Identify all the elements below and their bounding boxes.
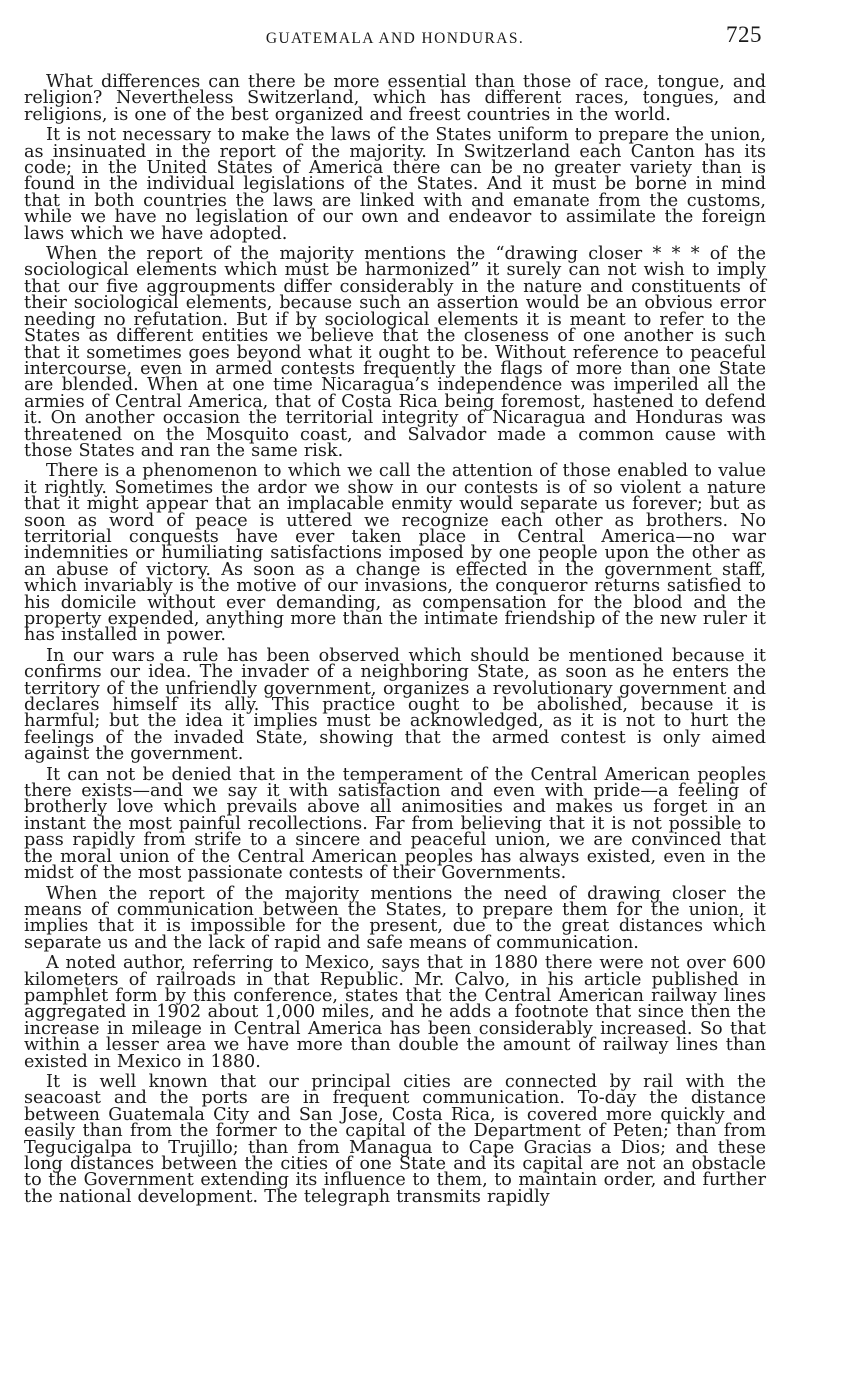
running-title: GUATEMALA AND HONDURAS.: [265, 30, 525, 47]
paragraph-5: In our wars a rule has been observed which should be mentioned because it confirms our idea. The invader of a neighboring State, as soon as he enters the territory of the unfriendly government, organizes a revolutionary government and declares himself its ally. This practice ought to be abolished, because it is harmful; but the idea it implies must be acknowledged, as it is not to hurt the feelings of the invaded State, showing that the armed contest is only aimed against the government.: [24, 645, 766, 765]
paragraph-6: It can not be denied that in the temperament of the Central American peoples there exists—and we say it with satisfaction and even with pride—a feeling of brotherly love which prevails above all animosities and makes us forget in an instant the most painful recollections. Far from believing that it is not possible to pass rapidly from strife to a sincere and peaceful union, we are convinced that the moral union of the Central American peoples has always existed, even in the midst of the most passionate contests of their Governments.: [24, 764, 766, 884]
paragraph-4: There is a phenomenon to which we call the attention of those enabled to value it rightly. Sometimes the ardor we show in our contests is of so violent a nature that it might appear that an implacable enmity would separate us forever; but as soon as word of peace is uttered we recognize each other as brothers. No territorial conquests have ever taken place in Central America—no war indemnities or humiliating satisfactions imposed by one people upon the other as an abuse of victory. As soon as a change is effected in the government staff, which invariably is the motive of our invasions, the conqueror returns satisfied to his domicile without ever demanding, as compensation for the blood and the property expended, anything more than the intimate friendship of the new ruler it has installed in power.: [24, 461, 766, 646]
running-head: [24, 22, 766, 52]
paragraph-1: What differences can there be more essential than those of race, tongue, and religion? Nevertheless Switzerland, which has different races, tongues, and religions, is one of the best organized and freest countries in the world.: [24, 72, 766, 125]
paragraph-2: It is not necessary to make the laws of the States uniform to prepare the union, as insinuated in the report of the majority. In Switzerland each Canton has its code; in the United States of America there can be no greater variety than is found in the individual legislations of the States. And it must be borne in mind that in both countries the laws are linked with and emanate from the customs, while we have no legislation of our own and endeavor to assimilate the foreign laws which we have adopted.: [24, 125, 766, 244]
paragraph-9: It is well known that our principal cities are connected by rail with the seacoast and the ports are in frequent communication. To-day the distance between Guatemala City and San Jose, Costa Rica, is covered more quickly and easily than from the former to the capital of the Department of Peten; than from Tegucigalpa to Trujillo; than from Managua to Cape Gracias a Dios; and these long distances between the cities of one State and its capital are not an obstacle to the Government extending its influence to them, to maintain order, and further the national development. The telegraph transmits rapidly: [24, 1071, 766, 1207]
page-number: 725: [726, 22, 762, 47]
paragraph-7: When the report of the majority mentions the need of drawing closer the means of communication between the States, to prepare them for the union, it implies that it is impossible for the present, due to the great distances which separate us and the lack of rapid and safe means of communication.: [24, 883, 766, 953]
paragraph-3: When the report of the majority mentions the “drawing closer * * * of the sociological elements which must be harmonized” it surely can not wish to imply that our five aggroupments differ considerably in the nature and constituents of their sociological elements, because such an assertion would be an obvious error needing no refutation. But if by sociological elements it is meant to refer to the States as different entities we believe that the closeness of one another is such that it sometimes goes beyond what it ought to be. Without reference to peaceful intercourse, even in armed contests frequently the flags of more than one State are blended. When at one time Nicaragua’s independence was imperiled all the armies of Central America, that of Costa Rica being foremost, hastened to defend it. On another occasion the territorial integrity of Nicaragua and Honduras was threatened on the Mosquito coast, and Salvador made a common cause with those States and ran the same risk.: [24, 244, 766, 461]
document-page: [24, 22, 766, 1362]
body-text: [24, 74, 766, 1205]
paragraph-8: A noted author, referring to Mexico, says that in 1880 there were not over 600 kilometers of railroads in that Republic. Mr. Calvo, in his article published in pamphlet form by this conference, states that the Central American railway lines aggregated in 1902 about 1,000 miles, and he adds a footnote that since then the increase in mileage in Central America has been considerably increased. So that within a lesser area we have more than double the amount of railway lines than existed in Mexico in 1880.: [24, 953, 766, 1072]
